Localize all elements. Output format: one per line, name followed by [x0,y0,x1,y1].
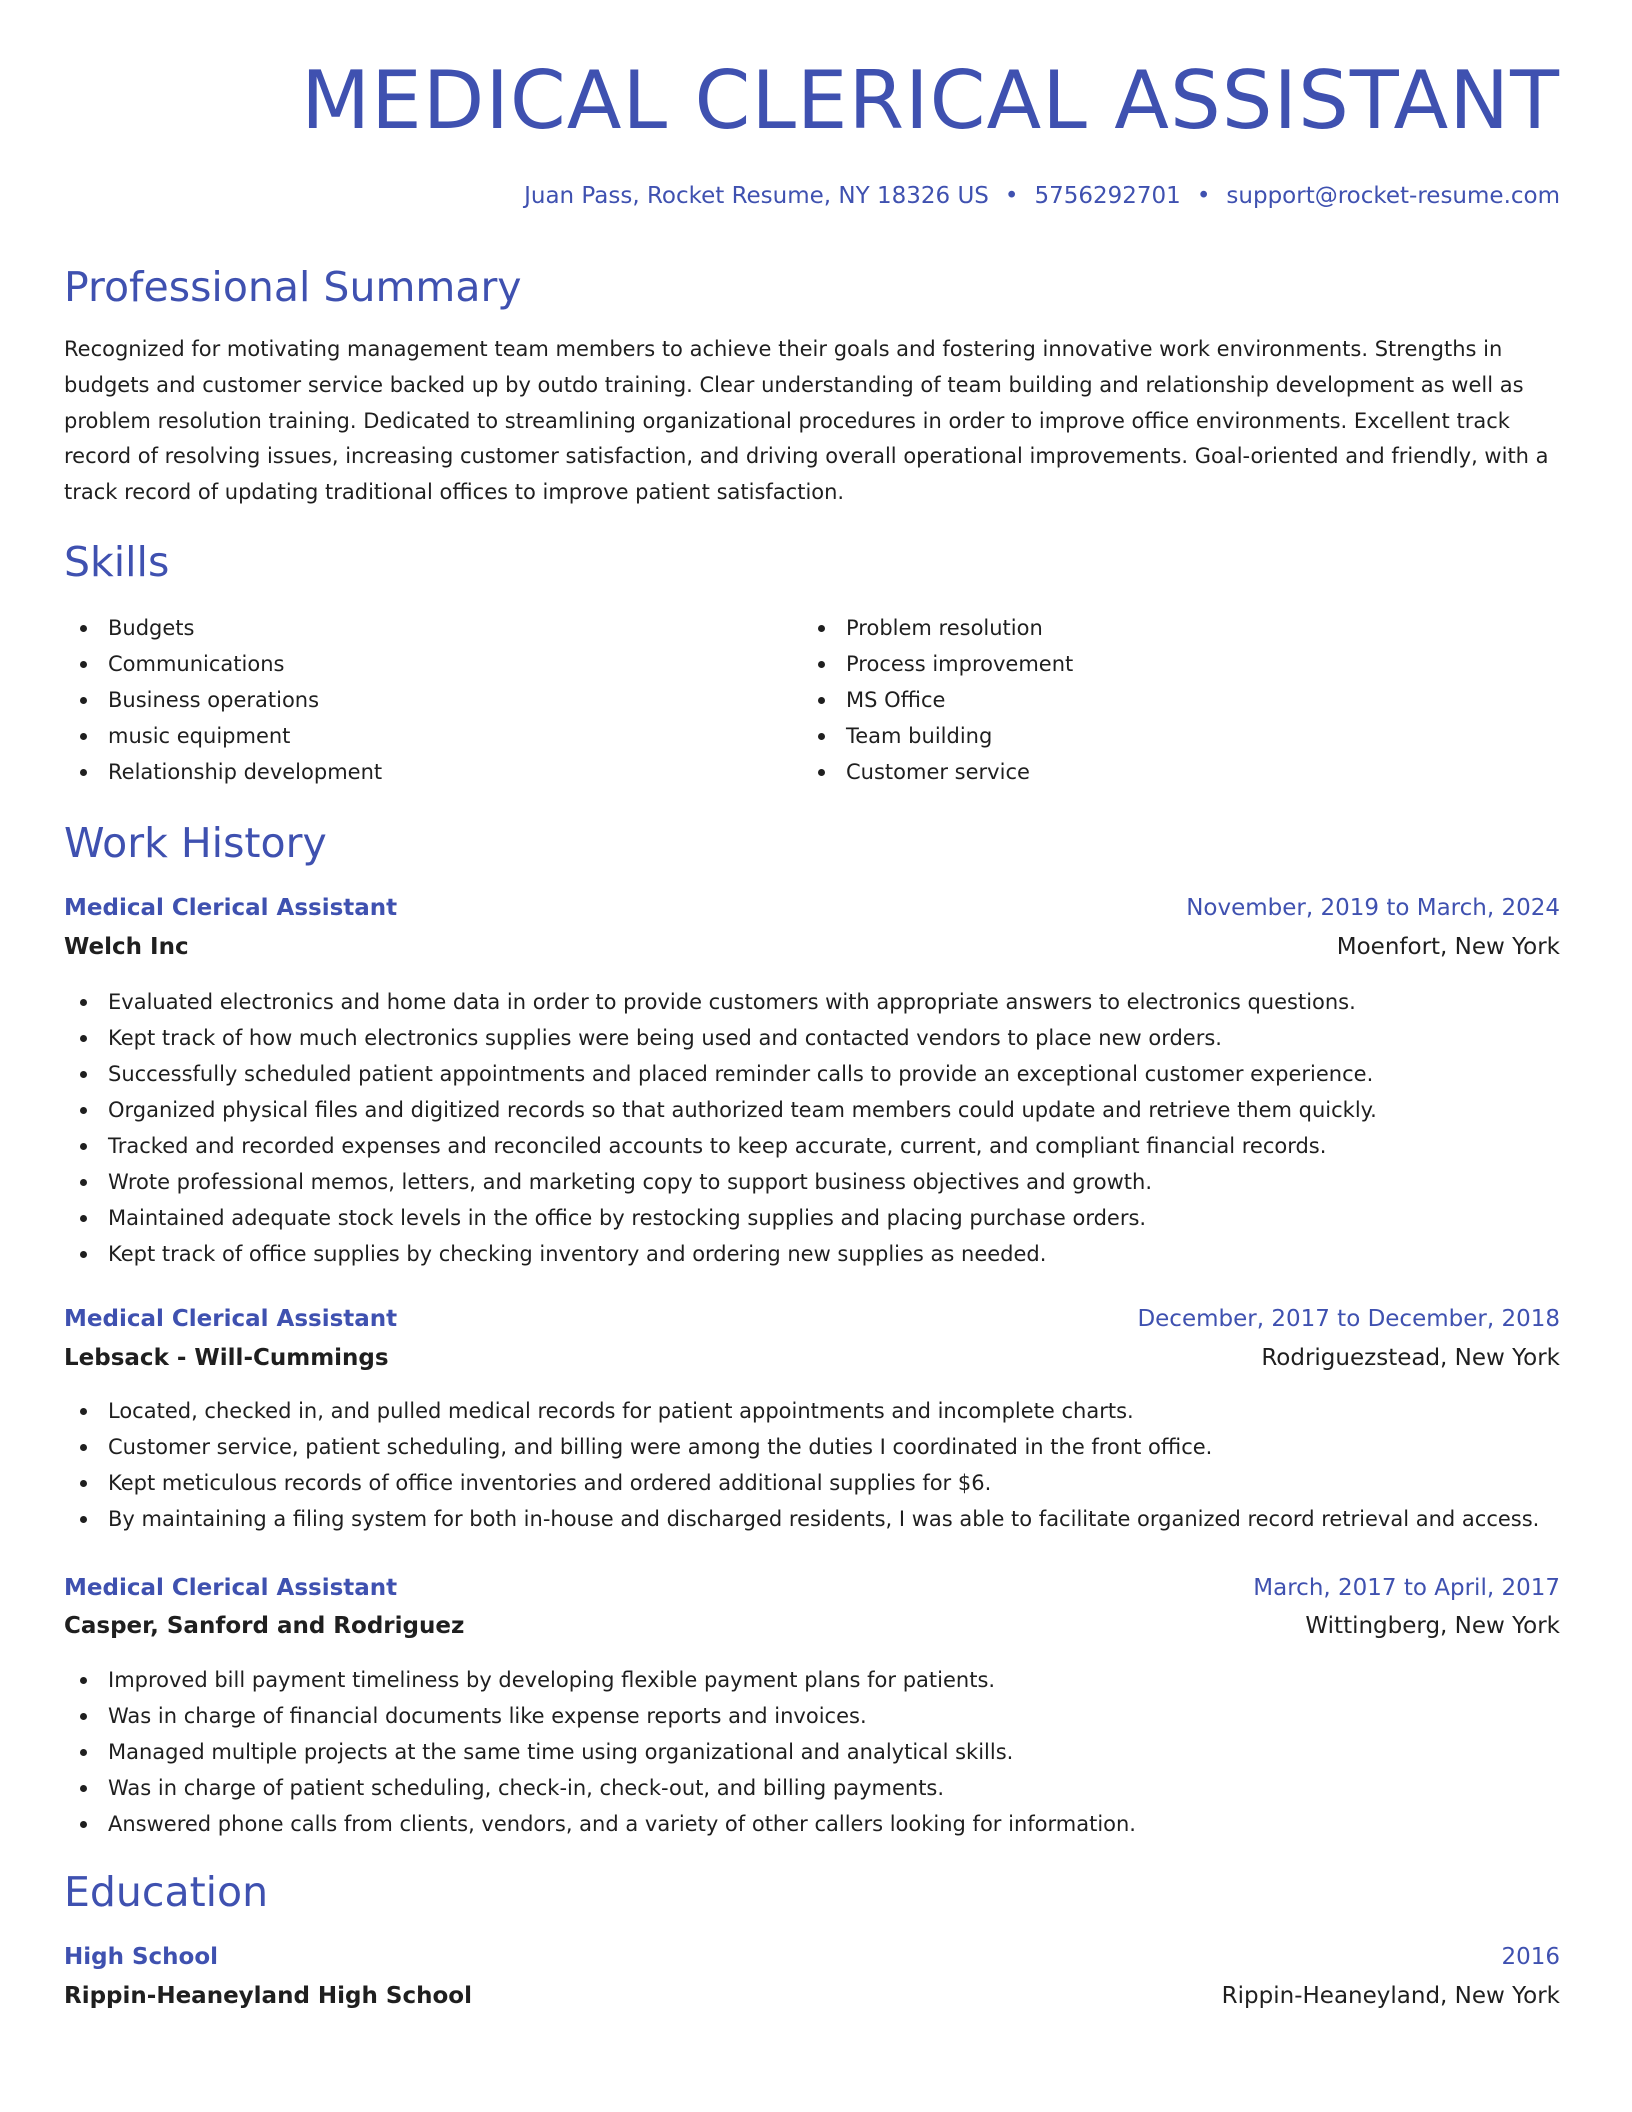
skill-item: Team building [802,718,1073,754]
job-duty: Was in charge of financial documents like expense reports and invoices. [64,1698,1560,1734]
job-employer [64,1609,1560,1643]
job-duty: Wrote professional memos, letters, and marketing copy to support business objectives and growth. [64,1164,1560,1200]
skills-list-left [64,610,382,790]
job-duty: Was in charge of patient scheduling, check-in, check-out, and billing payments. [64,1770,1560,1806]
contact-phone: 5756292701 [1034,183,1181,209]
job-duty: Kept meticulous records of office inventories and ordered additional supplies for $6. [64,1465,1560,1501]
job-dates: March, 2017 to April, 2017 [1253,1575,1560,1601]
job-duty: By maintaining a filing system for both in-house and discharged residents, I was able to facilitate organized record retrieval and access. [64,1501,1560,1537]
skill-item: Relationship development [64,754,382,790]
job-duty: Successfully scheduled patient appointments and placed reminder calls to provide an exceptional customer experience. [64,1056,1560,1092]
work-history-heading: Work History [64,819,327,867]
job-header [64,1302,1560,1336]
summary-heading: Professional Summary [64,263,522,311]
job-duty: Organized physical files and digitized records so that authorized team members could update and retrieve them quickly. [64,1092,1560,1128]
skill-item: Business operations [64,682,382,718]
skills-heading: Skills [64,538,170,586]
job-duty: Kept track of office supplies by checking inventory and ordering new supplies as needed. [64,1236,1560,1272]
job-duty: Maintained adequate stock levels in the office by restocking supplies and placing purchase orders. [64,1200,1560,1236]
summary-text: Recognized for motivating management team members to achieve their goals and fostering innovative work environments. Strengths in budgets and customer service backed up by outdo training. Clear understanding of team building and relationship development as well as problem resolution training. Dedicated to streamlining organizational procedures in order to improve office environments. Excellent track record of resolving issues, increasing customer satisfaction, and driving overall operational improvements. Goal-oriented and friendly, with a track record of updating traditional offices to improve patient satisfaction. [64,337,1549,505]
job-duties-list [64,1662,1560,1842]
contact-line [524,180,1560,212]
skill-item: music equipment [64,718,382,754]
job-company: Welch Inc [64,934,189,960]
job-location: Wittingberg, New York [1305,1613,1560,1639]
job-dates: December, 2017 to December, 2018 [1137,1306,1560,1332]
job-duties-list [64,984,1560,1272]
job-employer [64,1341,1560,1375]
job-company: Casper, Sanford and Rodriguez [64,1613,465,1639]
education-school-row [64,1979,1560,2013]
contact-email: support@rocket-resume.com [1226,183,1560,209]
job-header [64,1571,1560,1605]
job-employer [64,930,1560,964]
contact-separator: • [1004,183,1019,209]
job-location: Moenfort, New York [1336,934,1560,960]
skill-item: MS Office [802,682,1073,718]
education-heading: Education [64,1868,269,1916]
job-title: Medical Clerical Assistant [64,895,398,921]
education-location: Rippin-Heaneyland, New York [1221,1983,1560,2009]
education-header [64,1940,1560,1974]
job-duties-list [64,1393,1560,1537]
skills-list-right [802,610,1073,790]
skill-item: Process improvement [802,646,1073,682]
job-duty: Tracked and recorded expenses and reconciled accounts to keep accurate, current, and compliant financial records. [64,1128,1560,1164]
job-header [64,891,1560,925]
job-duty: Managed multiple projects at the same time using organizational and analytical skills. [64,1734,1560,1770]
job-location: Rodriguezstead, New York [1261,1345,1560,1371]
contact-address: Juan Pass, Rocket Resume, NY 18326 US [524,183,989,209]
job-duty: Kept track of how much electronics supplies were being used and contacted vendors to place new orders. [64,1020,1560,1056]
skill-item: Problem resolution [802,610,1073,646]
job-duty: Answered phone calls from clients, vendors, and a variety of other callers looking for information. [64,1806,1560,1842]
job-company: Lebsack - Will-Cummings [64,1345,389,1371]
skill-item: Communications [64,646,382,682]
education-degree: High School [64,1944,219,1970]
contact-separator: • [1196,183,1211,209]
skill-item: Budgets [64,610,382,646]
skill-item: Customer service [802,754,1073,790]
job-duty: Improved bill payment timeliness by developing flexible payment plans for patients. [64,1662,1560,1698]
job-duty: Evaluated electronics and home data in order to provide customers with appropriate answers to electronics questions. [64,984,1560,1020]
job-duty: Located, checked in, and pulled medical records for patient appointments and incomplete charts. [64,1393,1560,1429]
job-duty: Customer service, patient scheduling, and billing were among the duties I coordinated in the front office. [64,1429,1560,1465]
job-dates: November, 2019 to March, 2024 [1186,895,1560,921]
job-title: Medical Clerical Assistant [64,1575,398,1601]
resume-title: MEDICAL CLERICAL ASSISTANT [301,54,1560,147]
education-school: Rippin-Heaneyland High School [64,1983,472,2009]
job-title: Medical Clerical Assistant [64,1306,398,1332]
education-year: 2016 [1501,1944,1560,1970]
